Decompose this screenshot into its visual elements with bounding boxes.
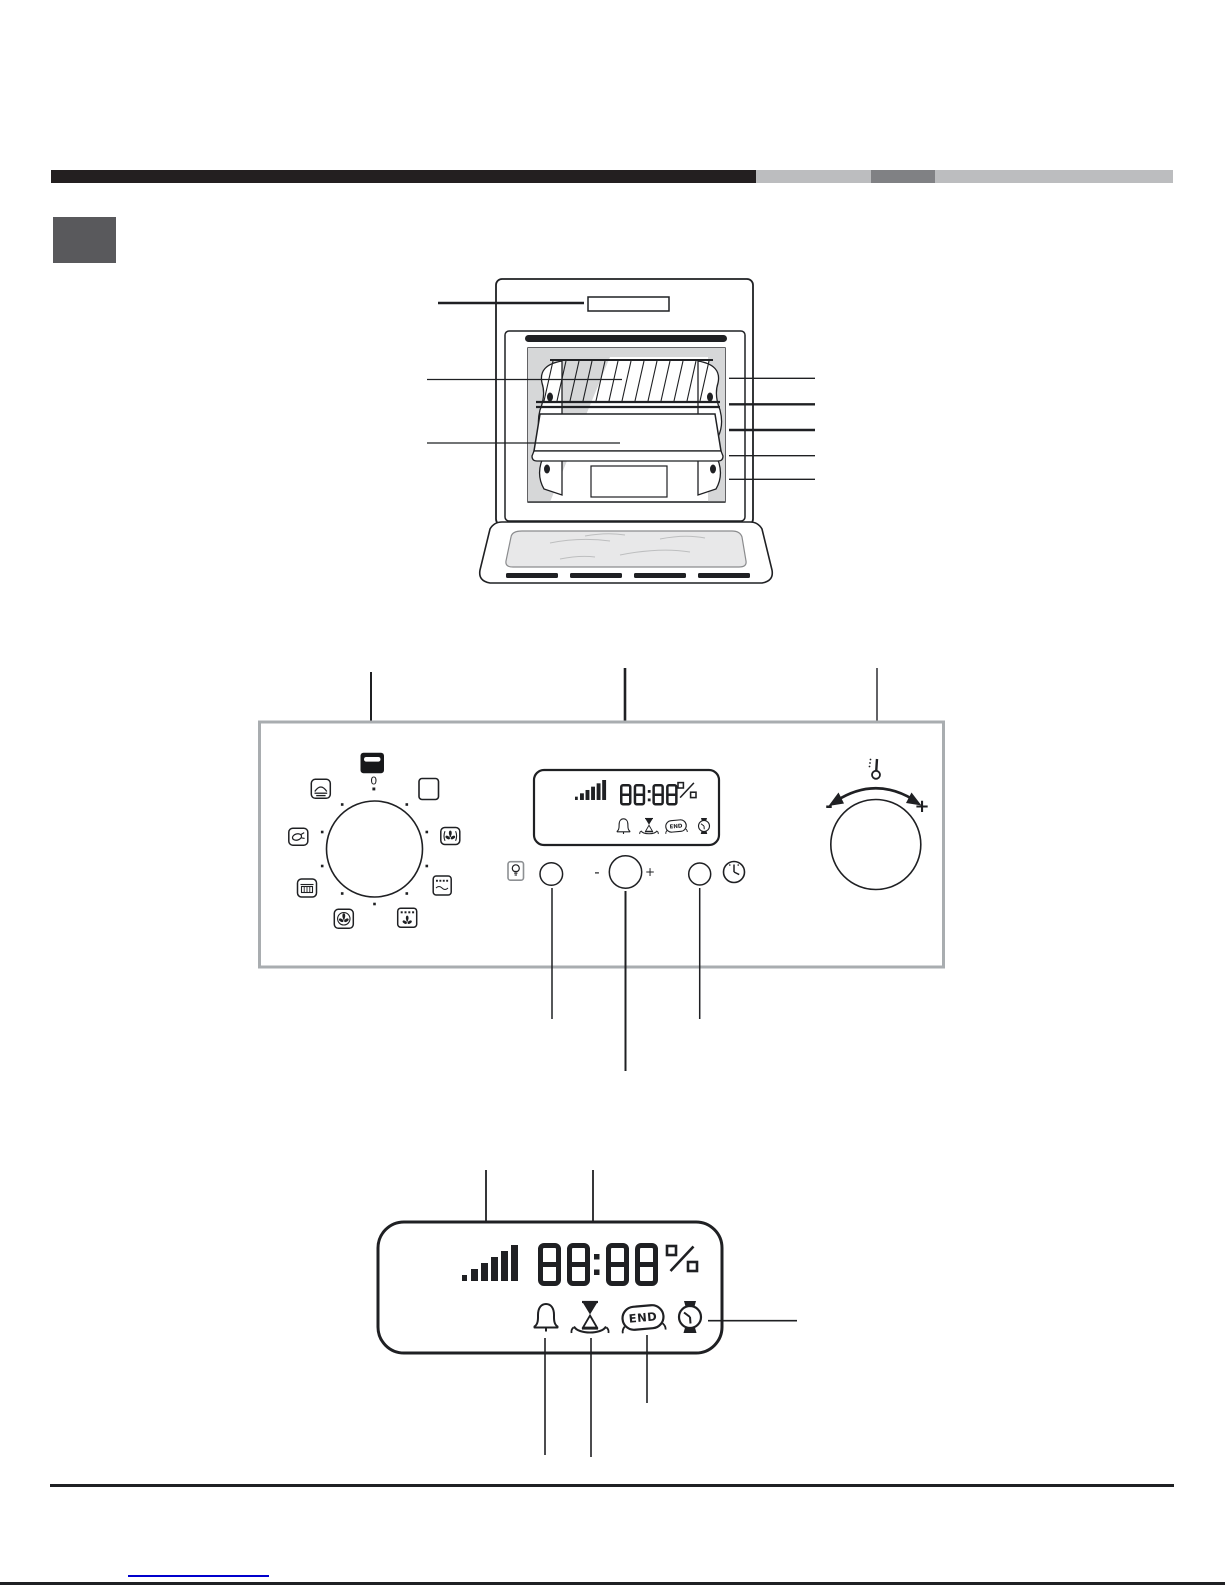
detail-display-frame xyxy=(378,1222,722,1353)
thermostat-plus-label: + xyxy=(914,796,930,817)
set-time-knob xyxy=(609,856,641,888)
selector-pointer-tick xyxy=(372,788,375,791)
section-marker-box xyxy=(53,217,116,263)
header-bar-gray-dark xyxy=(871,170,935,183)
footer-rule xyxy=(50,1484,1174,1487)
selector-knob xyxy=(327,801,423,897)
light-button xyxy=(540,863,563,886)
header-bar-gray-2 xyxy=(935,170,1173,183)
vent-bar xyxy=(525,335,727,342)
selector-zero-label: 0 xyxy=(370,774,378,788)
oven-diagram xyxy=(410,265,830,595)
footer-link[interactable] xyxy=(128,1562,269,1577)
panel-display-frame xyxy=(534,770,719,845)
cavity-back-wall xyxy=(591,466,667,497)
door-glass xyxy=(506,531,746,567)
set-minus-label: - xyxy=(594,863,600,881)
set-plus-label: + xyxy=(644,865,656,879)
control-panel-diagram xyxy=(250,660,950,1080)
svg-text:END: END xyxy=(669,823,683,831)
panel-display xyxy=(534,770,719,845)
header-bar-gray-1 xyxy=(756,170,871,183)
drip-pan xyxy=(532,414,723,461)
display-detail-diagram xyxy=(370,1150,800,1470)
header-bar-black xyxy=(51,170,756,183)
mode-button xyxy=(689,863,711,885)
oven-control-panel-label xyxy=(588,297,669,311)
thermostat-minus-label: - xyxy=(825,796,833,817)
svg-text:END: END xyxy=(628,1309,658,1326)
clock-button-icon xyxy=(724,862,745,883)
oven-door xyxy=(480,522,773,583)
thermostat-knob xyxy=(831,800,921,890)
oven-filled-icon xyxy=(361,753,385,774)
